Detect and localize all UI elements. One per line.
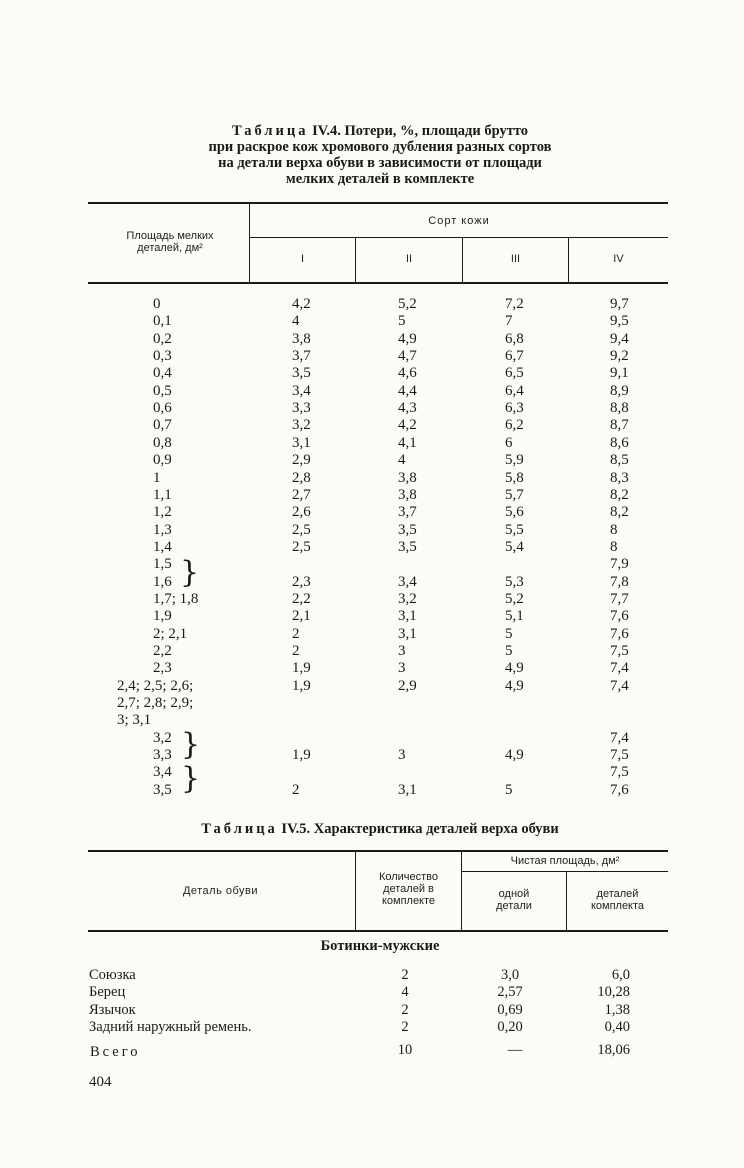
table1-value-cell: 7	[505, 313, 513, 330]
table1-top-rule	[88, 202, 668, 204]
table2-top-rule	[88, 850, 668, 852]
table1-value-cell: 2	[292, 643, 300, 659]
table1-value-cell: 3,8	[292, 330, 311, 347]
table1-value-cell: 5,2	[398, 296, 417, 312]
header-set-line: комплекта	[590, 900, 645, 912]
table1-value-cell: 4,3	[398, 400, 417, 417]
table2-caption-lead: Таблица	[201, 821, 278, 837]
table1-caption-line: мелких деталей в комплекте	[285, 171, 475, 187]
table2-detail-name: Язычок	[89, 1001, 136, 1018]
table1-area-cell: 1,6	[153, 573, 172, 590]
table1-value-cell: 3	[398, 747, 406, 764]
table1-value-cell: 6,3	[505, 400, 524, 417]
table2-count-cell: 2	[401, 1018, 409, 1035]
table1-area-cell: 0,1	[153, 313, 172, 330]
table1-area-cell: 0,6	[153, 400, 172, 417]
table1-header-sort: Сорт кожи	[428, 215, 490, 227]
table2-section-title: Ботинки-мужские	[320, 938, 440, 954]
table2-header-one	[462, 888, 566, 912]
table1-value-cell: 5,3	[505, 573, 524, 590]
table1-value-cell: 5,5	[505, 521, 524, 538]
table1-value-cell: 3,5	[292, 365, 311, 382]
table1-value-cell: 6,2	[505, 417, 524, 434]
table1-value-cell: 3,1	[398, 608, 417, 625]
header-one-line: одной	[498, 888, 530, 900]
table1-caption-line: при раскрое кож хромового дубления разных сортов	[208, 139, 552, 155]
table1-value-cell: 3,1	[398, 625, 417, 642]
table1-value-cell: 3,1	[398, 781, 417, 798]
table1-value-cell: 7,2	[505, 296, 524, 312]
table2-header-bottom-rule	[88, 930, 668, 932]
table2-one-cell: 0,69	[497, 1001, 523, 1018]
table2-one-cell: 3,0	[500, 967, 520, 983]
table2-one-cell: 2,57	[497, 984, 523, 1001]
table1-header-grade: IV	[613, 253, 624, 265]
table1-area-cell: 0,8	[153, 434, 172, 451]
table1-value-cell: 5,7	[505, 486, 524, 503]
table1-area-cell: 0	[153, 296, 161, 312]
header-set-line: деталей	[596, 888, 639, 900]
header-area-line: деталей, дм²	[137, 242, 203, 254]
header-one-line: детали	[496, 900, 532, 912]
table1-sort-rule	[250, 237, 668, 238]
table1-value-cell: 3,7	[398, 504, 417, 521]
table1-value-cell: 4,9	[505, 677, 524, 694]
table2-total-count: 10	[397, 1042, 413, 1058]
table1-value-cell: 8,9	[610, 382, 629, 399]
table1-value-cell: 7,9	[610, 556, 629, 573]
table2-count-cell: 2	[401, 1001, 409, 1018]
table1-value-cell: 1,9	[292, 747, 311, 764]
table1-value-cell: 8,5	[610, 452, 629, 469]
table1-area-cell: 1,3	[153, 521, 172, 538]
table1-value-cell: 4,9	[505, 747, 524, 764]
table1-area-cell: 0,7	[153, 417, 172, 434]
table1-value-cell: 9,4	[610, 330, 629, 347]
table1-value-cell: 5	[505, 781, 513, 798]
table1-header-bottom-rule	[88, 282, 668, 284]
table2-set-cell: 1,38	[604, 1001, 630, 1018]
table1-value-cell: 7,6	[610, 625, 629, 642]
table2-total-set: 18,06	[597, 1042, 630, 1058]
table2-count-cell: 2	[401, 967, 409, 983]
table1-value-cell: 9,1	[610, 365, 629, 382]
table1-header-grade: III	[510, 253, 521, 265]
page-number: 404	[89, 1074, 112, 1090]
table1-value-cell: 8	[610, 538, 618, 555]
table1-area-cell: 0,5	[153, 382, 172, 399]
table1-caption-line: на детали верха обуви в зависимости от площади	[218, 155, 542, 171]
table1-value-cell: 3,4	[292, 382, 311, 399]
table1-value-cell: 6	[505, 434, 513, 451]
table1-value-cell: 7,4	[610, 677, 629, 694]
table1-caption	[120, 123, 640, 187]
table1-value-cell: 7,8	[610, 573, 629, 590]
table1-value-cell: 7,6	[610, 608, 629, 625]
table1-value-cell: 5	[398, 313, 406, 330]
table1-area-cell: 3,2	[153, 729, 172, 746]
brace-icon: }	[181, 727, 201, 762]
table1-area-cell: 1,7; 1,8	[153, 590, 199, 607]
table1-value-cell: 4,2	[292, 296, 311, 312]
table2-detail-name: Задний наружный ремень.	[89, 1018, 252, 1035]
table1-value-cell: 3,7	[292, 348, 311, 365]
table1-value-cell: 4	[398, 452, 406, 469]
table2-set-cell: 6,0	[611, 967, 630, 983]
table1-value-cell: 2,6	[292, 504, 311, 521]
table1-value-cell: 3,1	[292, 434, 311, 451]
table1-value-cell: 5	[505, 625, 513, 642]
table1-value-cell: 8	[610, 521, 618, 538]
table1-value-cell: 7,5	[610, 643, 629, 659]
table1-value-cell: 2,8	[292, 469, 311, 486]
table1-value-cell: 6,5	[505, 365, 524, 382]
table1-value-cell: 5	[505, 643, 513, 659]
table2-detail-name: Берец	[89, 984, 126, 1001]
table1-header-area	[95, 230, 245, 254]
table1-value-cell: 4,2	[398, 417, 417, 434]
table1-value-cell: 7,6	[610, 781, 629, 798]
table2-set-cell: 10,28	[597, 984, 630, 1001]
table1-caption-title: IV.4. Потери, %, площади брутто	[308, 123, 529, 139]
table1-value-cell: 5,1	[505, 608, 524, 625]
table1-value-cell: 8,8	[610, 400, 629, 417]
table1-value-cell: 2,9	[292, 452, 311, 469]
table1-value-cell: 8,2	[610, 504, 629, 521]
header-count-line: деталей в	[383, 883, 434, 895]
table1-value-cell: 9,2	[610, 348, 629, 365]
table1-value-cell: 3,8	[398, 469, 417, 486]
table1-value-cell: 6,8	[505, 330, 524, 347]
table1-area-cell: 3,5	[153, 781, 172, 798]
table1-value-cell: 5,2	[505, 590, 524, 607]
table1-value-cell: 7,7	[610, 590, 629, 607]
header-count-line: комплекте	[381, 895, 436, 907]
table1-area-cell: 2,7; 2,8; 2,9;	[117, 695, 194, 712]
table1-value-cell: 4,7	[398, 348, 417, 365]
table1-value-cell: 2,9	[398, 677, 417, 694]
table1-area-cell: 2,3	[153, 660, 172, 677]
table1-header-grade: II	[405, 253, 413, 265]
table1-value-cell: 2,2	[292, 590, 311, 607]
table1-area-cell: 1,5	[153, 556, 172, 573]
table1-value-cell: 4,6	[398, 365, 417, 382]
table1-value-cell: 1,9	[292, 660, 311, 677]
table1-value-cell: 2,7	[292, 486, 311, 503]
table1-value-cell: 4,9	[505, 660, 524, 677]
table1-value-cell: 4	[292, 313, 300, 330]
table1-value-cell: 3,2	[292, 417, 311, 434]
table1-value-cell: 2	[292, 625, 300, 642]
table1-area-cell: 3; 3,1	[117, 712, 152, 729]
table1-value-cell: 4,1	[398, 434, 417, 451]
table1-value-cell: 7,4	[610, 729, 629, 746]
table1-value-cell: 8,3	[610, 469, 629, 486]
table2-header-set	[567, 888, 668, 912]
table2-header-net: Чистая площадь, дм²	[510, 855, 620, 867]
table1-value-cell: 2	[292, 781, 300, 798]
table1-value-cell: 3	[398, 643, 406, 659]
table1-value-cell: 2,1	[292, 608, 311, 625]
table1-area-cell: 3,4	[153, 764, 172, 781]
table1-value-cell: 3,5	[398, 538, 417, 555]
table1-value-cell: 4,4	[398, 382, 417, 399]
table2-header-count	[356, 871, 461, 907]
table2-total-label: Всего	[90, 1044, 141, 1060]
table1-area-cell: 0,4	[153, 365, 172, 382]
table1-value-cell: 2,5	[292, 538, 311, 555]
table1-value-cell: 8,2	[610, 486, 629, 503]
table1-value-cell: 4,9	[398, 330, 417, 347]
brace-icon: }	[181, 761, 201, 796]
table1-value-cell: 3,2	[398, 590, 417, 607]
table1-area-cell: 2,2	[153, 643, 172, 659]
table1-value-cell: 8,7	[610, 417, 629, 434]
brace-icon: }	[180, 555, 200, 590]
table1-area-cell: 1,4	[153, 538, 172, 555]
table1-value-cell: 6,4	[505, 382, 524, 399]
table1-area-cell: 2,4; 2,5; 2,6;	[117, 677, 194, 694]
table1-value-cell: 3,3	[292, 400, 311, 417]
table2-net-rule	[462, 871, 668, 872]
table1-value-cell: 3,4	[398, 573, 417, 590]
table1-value-cell: 5,8	[505, 469, 524, 486]
table1-area-cell: 0,9	[153, 452, 172, 469]
table2-header-detail: Деталь обуви	[182, 885, 259, 897]
table1-value-cell: 5,9	[505, 452, 524, 469]
table1-area-cell: 2; 2,1	[153, 625, 188, 642]
table1-area-cell: 1,1	[153, 486, 172, 503]
table2-set-cell: 0,40	[604, 1018, 630, 1035]
header-count-line: Количество	[378, 871, 439, 883]
header-area-line: Площадь мелких	[126, 230, 214, 242]
table1-value-cell: 9,7	[610, 296, 629, 312]
table1-caption-lead: Таблица	[231, 123, 309, 139]
table1-value-cell: 7,5	[610, 747, 629, 764]
table2-one-cell: 0,20	[497, 1018, 523, 1035]
table1-value-cell: 6,7	[505, 348, 524, 365]
table1-area-cell: 1	[153, 469, 161, 486]
table1-area-cell: 0,2	[153, 330, 172, 347]
table1-header-grade: I	[300, 253, 305, 265]
table1-value-cell: 9,5	[610, 313, 629, 330]
table1-area-cell: 1,2	[153, 504, 172, 521]
table1-value-cell: 1,9	[292, 677, 311, 694]
table1-area-cell: 3,3	[153, 747, 172, 764]
table1-area-cell: 1,9	[153, 608, 172, 625]
table1-value-cell: 7,5	[610, 764, 629, 781]
table1-value-cell: 5,4	[505, 538, 524, 555]
table1-value-cell: 3	[398, 660, 406, 677]
table2-count-cell: 4	[401, 984, 409, 1001]
table2-total-one: —	[507, 1042, 523, 1058]
table2-caption-title: IV.5. Характеристика деталей верха обуви	[277, 821, 559, 837]
table1-value-cell: 2,3	[292, 573, 311, 590]
table1-value-cell: 5,6	[505, 504, 524, 521]
table1-value-cell: 7,4	[610, 660, 629, 677]
table1-value-cell: 3,5	[398, 521, 417, 538]
table1-value-cell: 8,6	[610, 434, 629, 451]
table1-value-cell: 3,8	[398, 486, 417, 503]
table1-value-cell: 2,5	[292, 521, 311, 538]
table1-area-cell: 0,3	[153, 348, 172, 365]
table2-detail-name: Союзка	[89, 967, 136, 983]
table2-caption	[100, 821, 660, 837]
